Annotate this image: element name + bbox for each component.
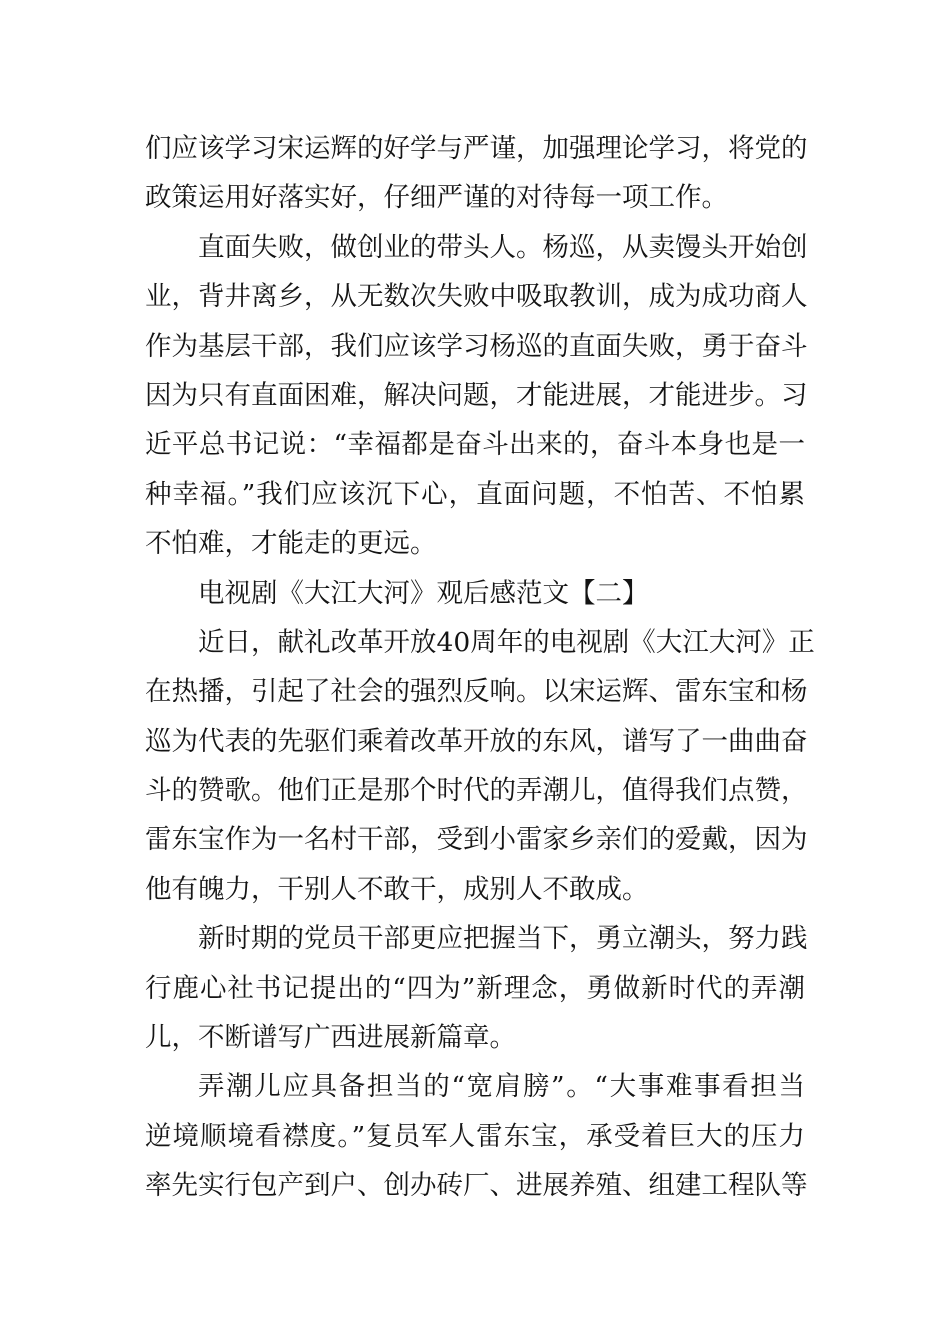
text-line: 弄潮儿应具备担当的“宽肩膀”。“大事难事看担当: [198, 1071, 805, 1103]
text-line: 雷东宝作为一名村干部，受到小雷家乡亲们的爱戴，因为: [145, 824, 808, 856]
text-line: 斗的赞歌。他们正是那个时代的弄潮儿，值得我们点赞，: [145, 775, 808, 807]
body-text: [145, 124, 815, 1211]
text-line: 他有魄力，干别人不敢干，成别人不敢成。: [145, 873, 649, 905]
text-line: 政策运用好落实好，仔细严谨的对待每一项工作。: [145, 182, 728, 214]
text-line: 作为基层干部，我们应该学习杨巡的直面失败，勇于奋斗: [145, 330, 808, 362]
text-line: 新时期的党员干部更应把握当下，勇立潮头，努力践: [198, 923, 808, 955]
text-line: 行鹿心社书记提出的“四为”新理念，勇做新时代的弄潮: [145, 972, 805, 1004]
text-line: 率先实行包产到户、创办砖厂、进展养殖、组建工程队等: [145, 1170, 808, 1202]
text-line: 因为只有直面困难，解决问题，才能进展，才能进步。习: [145, 379, 808, 411]
text-line: 种幸福。”我们应该沉下心，直面问题，不怕苦、不怕累: [145, 478, 805, 510]
text-line: 们应该学习宋运辉的好学与严谨，加强理论学习，将党的: [145, 133, 808, 164]
text-line: 在热播，引起了社会的强烈反响。以宋运辉、雷东宝和杨: [145, 676, 808, 708]
text-line: 近日，献礼改革开放40周年的电视剧《大江大河》正: [198, 626, 815, 658]
text-line: 近平总书记说：“幸福都是奋斗出来的，奋斗本身也是一: [145, 429, 805, 461]
text-line: 业，背井离乡，从无数次失败中吸取教训，成为成功商人: [145, 281, 808, 313]
text-line: 逆境顺境看襟度。”复员军人雷东宝，承受着巨大的压力: [145, 1120, 805, 1152]
text-line: 不怕难，才能走的更远。: [145, 528, 437, 560]
section-heading: 电视剧《大江大河》观后感范文【二】: [198, 577, 649, 609]
text-line: 巡为代表的先驱们乘着改革开放的东风，谱写了一曲曲奋: [145, 725, 808, 757]
text-line: 直面失败，做创业的带头人。杨巡，从卖馒头开始创: [198, 231, 808, 263]
text-line: 儿，不断谱写广西进展新篇章。: [145, 1022, 516, 1054]
